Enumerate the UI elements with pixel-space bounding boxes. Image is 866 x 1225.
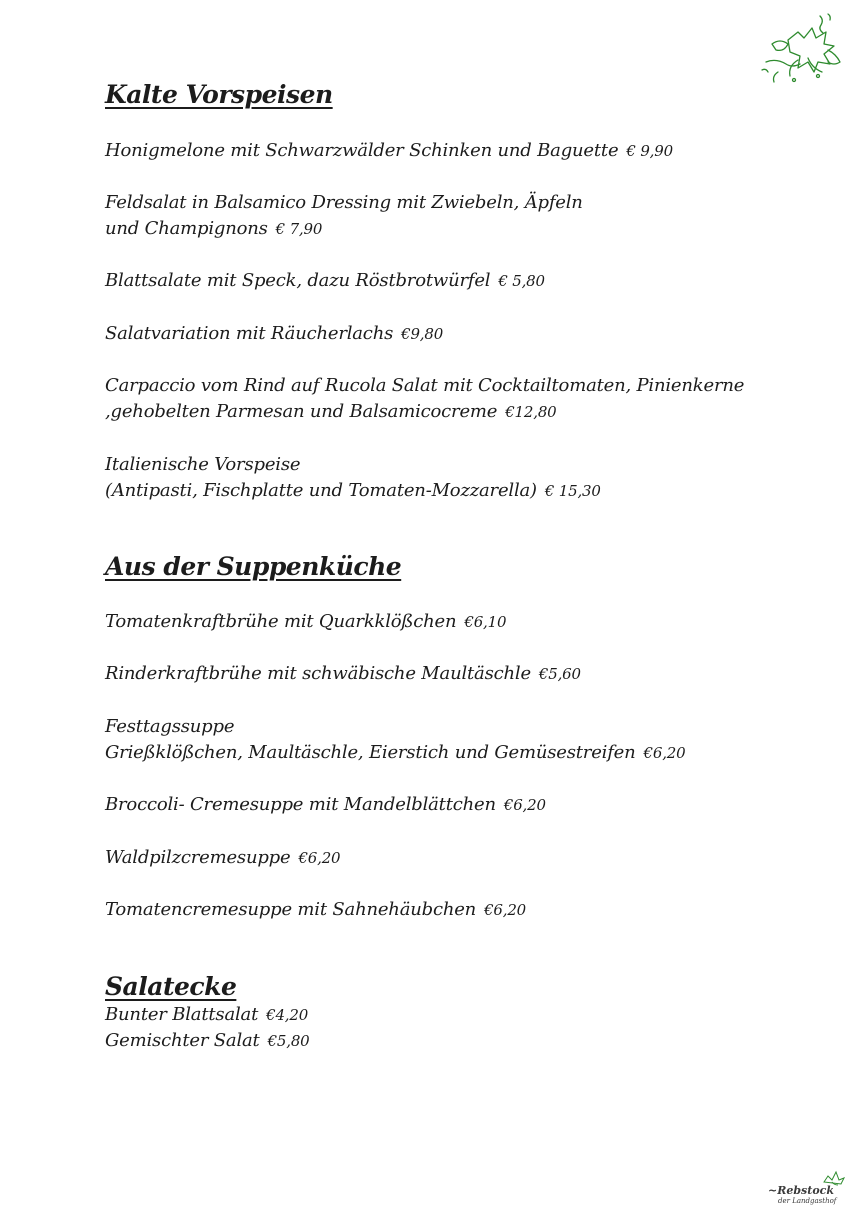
menu-item-name: Tomatencremesuppe mit Sahnehäubchen [105, 899, 477, 920]
menu-item-name-line2: Grießklößchen, Maultäschle, Eierstich und Gemüsestreifen [105, 742, 636, 763]
menu-item-name: Rinderkraftbrühe mit schwäbische Maultäschle [105, 663, 531, 684]
logo-name: ~Rebstock [768, 1184, 834, 1197]
menu-item-name: Blattsalate mit Speck, dazu Röstbrotwürfel [105, 270, 491, 291]
menu-item-price: €6,20 [503, 796, 546, 814]
rebstock-logo [768, 1170, 850, 1210]
menu-item-name: Waldpilzcremesuppe [105, 847, 291, 868]
section-title-kalte-vorspeisen: Kalte Vorspeisen [105, 80, 333, 109]
menu-item-name-line2: (Antipasti, Fischplatte und Tomaten-Mozzarella) [105, 480, 537, 501]
menu-item-price: €6,20 [643, 744, 686, 762]
menu-item-price: € 5,80 [498, 272, 545, 290]
menu-item-name: Salatvariation mit Räucherlachs [105, 323, 394, 344]
menu-item-name-line2: ,gehobelten Parmesan und Balsamicocreme [105, 401, 498, 422]
menu-item [105, 1028, 310, 1054]
menu-item [105, 897, 526, 923]
menu-item-name: Honigmelone mit Schwarzwälder Schinken und Baguette [105, 140, 619, 161]
logo-subtitle: der Landgasthof [778, 1197, 837, 1205]
menu-item-price: €6,10 [464, 613, 507, 631]
menu-item [105, 845, 340, 871]
grape-vine-icon [758, 10, 848, 90]
menu-item-name: Broccoli- Cremesuppe mit Mandelblättchen [105, 794, 496, 815]
menu-item-price: €6,20 [298, 849, 341, 867]
menu-item-price: € 15,30 [544, 482, 601, 500]
menu-item-price: €5,80 [267, 1032, 310, 1050]
section-title-suppenkueche: Aus der Suppenküche [105, 552, 402, 581]
menu-item-name: Bunter Blattsalat [105, 1004, 259, 1025]
menu-item-name: Italienische Vorspeise [105, 454, 301, 475]
menu-item-price: €5,60 [538, 665, 581, 683]
menu-item-name: Tomatenkraftbrühe mit Quarkklößchen [105, 611, 457, 632]
section-title-salatecke: Salatecke [105, 972, 237, 1001]
menu-item [105, 321, 443, 347]
menu-item-name: Gemischter Salat [105, 1030, 260, 1051]
menu-item [105, 190, 583, 242]
menu-item [105, 792, 546, 818]
menu-item-name: Carpaccio vom Rind auf Rucola Salat mit Cocktailtomaten, Pinienkerne [105, 375, 745, 396]
menu-item-price: € 7,90 [275, 220, 323, 238]
menu-item-price: €9,80 [401, 325, 444, 343]
menu-item [105, 373, 744, 425]
menu-item-price: € 9,90 [626, 142, 673, 160]
menu-item-name-line2: und Champignons [105, 218, 268, 239]
menu-item [105, 268, 545, 294]
menu-item-price: €6,20 [484, 901, 527, 919]
menu-item [105, 1002, 308, 1028]
menu-item [105, 661, 581, 687]
menu-item-name: Feldsalat in Balsamico Dressing mit Zwiebeln, Äpfeln [105, 192, 583, 213]
menu-item [105, 452, 601, 504]
menu-item [105, 714, 685, 766]
menu-item [105, 138, 673, 164]
menu-item-price: €12,80 [505, 403, 557, 421]
menu-item [105, 609, 506, 635]
menu-item-name: Festtagssuppe [105, 716, 235, 737]
menu-item-price: €4,20 [266, 1006, 309, 1024]
